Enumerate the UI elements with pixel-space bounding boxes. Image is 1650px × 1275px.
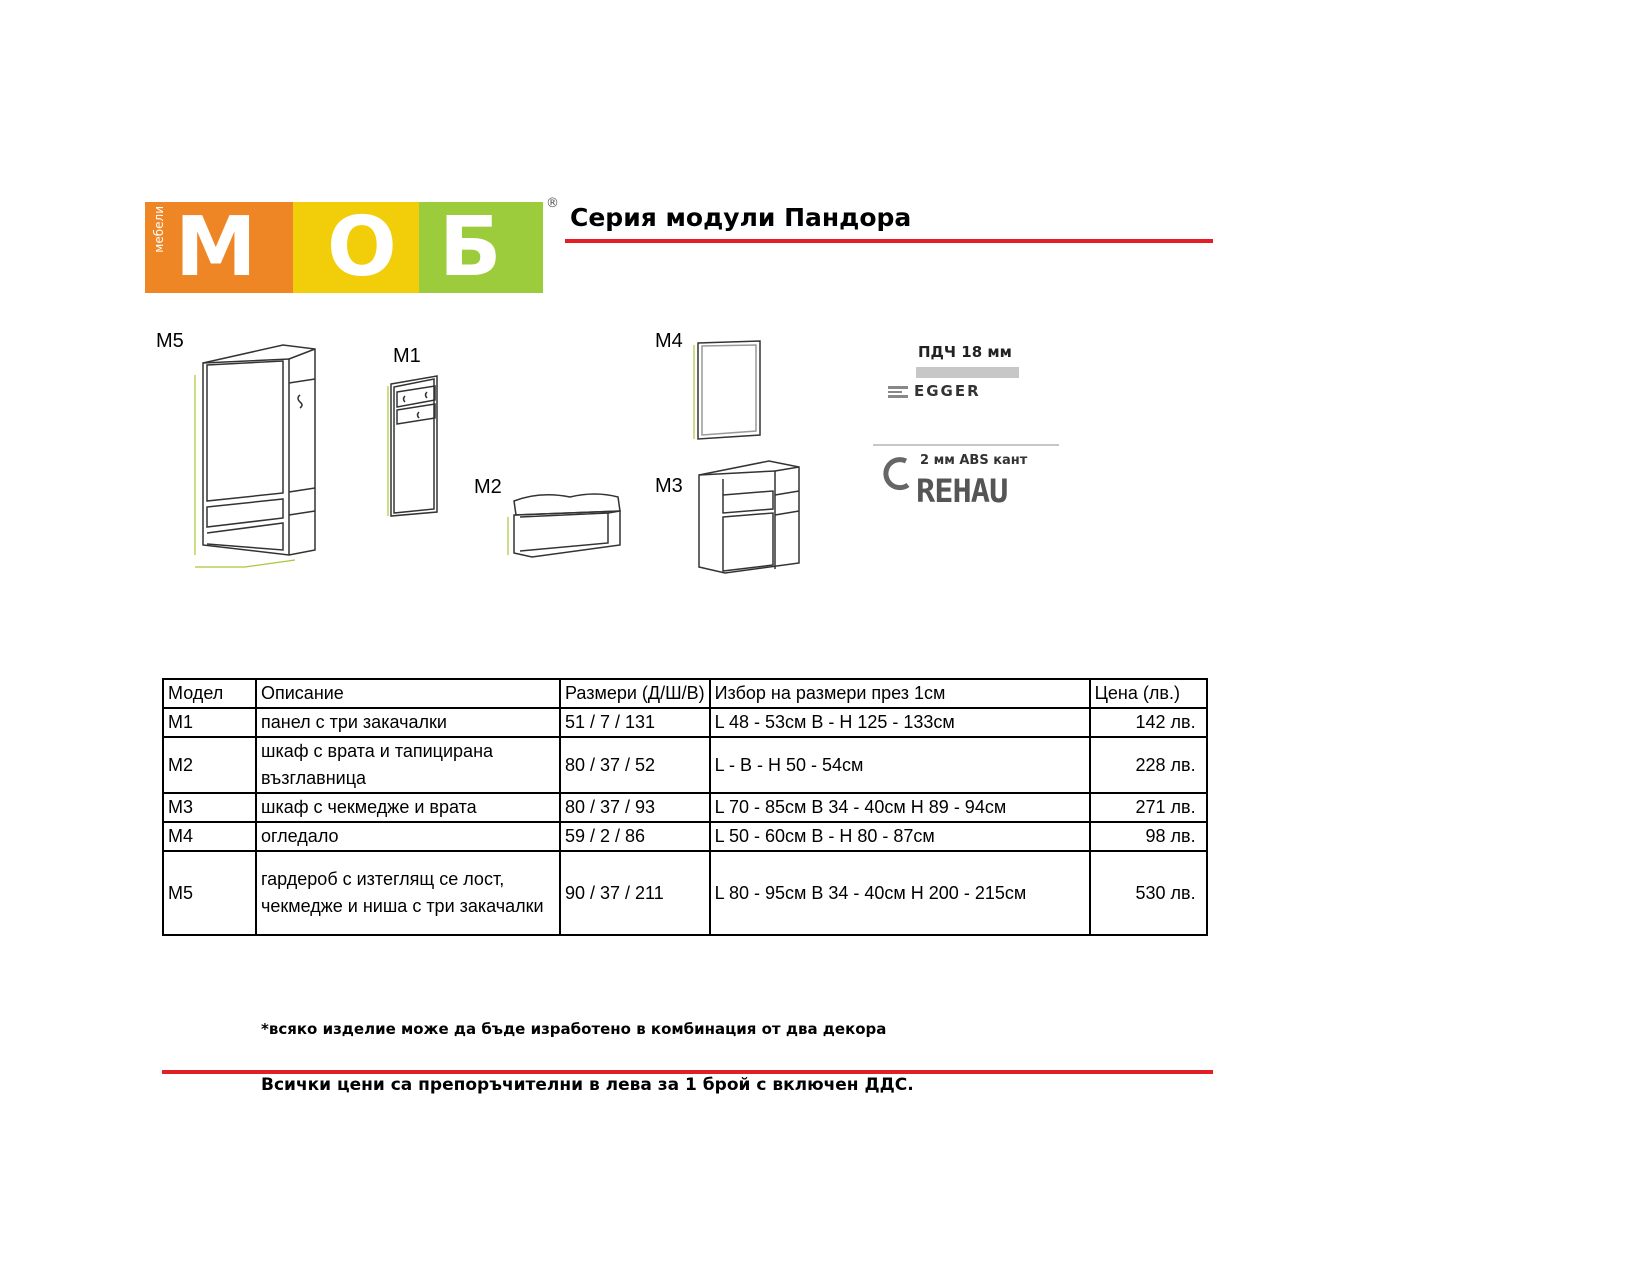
cell-size: 80 / 37 / 52: [560, 737, 710, 793]
cell-price: 271 лв.: [1090, 793, 1207, 822]
rehau-swirl-icon: [880, 455, 912, 491]
page-title: Серия модули Пандора: [570, 203, 912, 232]
label-m4: M4: [655, 330, 683, 352]
table-row: [163, 851, 1207, 935]
board-swatch: [916, 367, 1019, 378]
label-m5: M5: [156, 330, 184, 352]
egger-logo-icon: [888, 386, 908, 398]
table-row: [163, 708, 1207, 737]
table-row: [163, 822, 1207, 851]
table-row: [163, 793, 1207, 822]
registered-mark: ®: [546, 196, 559, 211]
label-m1: M1: [393, 345, 421, 367]
label-m3: M3: [655, 475, 683, 497]
cell-description: гардероб с изтеглящ се лост, чекмедже и ниша с три закачалки: [256, 851, 560, 935]
logo-green-block: [419, 202, 543, 293]
rehau-divider: [873, 444, 1059, 446]
m2-bench-drawing: [500, 485, 630, 565]
cell-size: 51 / 7 / 131: [560, 708, 710, 737]
cell-model: M2: [163, 737, 256, 793]
m4-mirror-drawing: [690, 335, 770, 445]
header-options: Избор на размери през 1см: [710, 679, 1090, 708]
logo-letter-o: О: [327, 200, 397, 295]
cell-price: 98 лв.: [1090, 822, 1207, 851]
header-model: Модел: [163, 679, 256, 708]
title-underline: [565, 239, 1213, 243]
cell-price: 228 лв.: [1090, 737, 1207, 793]
board-thickness-label: ПДЧ 18 мм: [918, 343, 1012, 361]
cell-options: L 48 - 53см B - H 125 - 133см: [710, 708, 1090, 737]
egger-brand: EGGER: [914, 382, 981, 400]
cell-model: M5: [163, 851, 256, 935]
cell-options: L 80 - 95см B 34 - 40см H 200 - 215см: [710, 851, 1090, 935]
cell-price: 142 лв.: [1090, 708, 1207, 737]
m1-panel-drawing: [385, 372, 445, 522]
cell-size: 59 / 2 / 86: [560, 822, 710, 851]
footer-divider: [162, 1070, 1213, 1074]
m5-wardrobe-drawing: [185, 335, 325, 595]
table-header-row: [163, 679, 1207, 708]
cell-description: шкаф с чекмедже и врата: [256, 793, 560, 822]
rehau-brand: REHAU: [916, 472, 1008, 510]
table-row: [163, 737, 1207, 793]
cell-size: 90 / 37 / 211: [560, 851, 710, 935]
cell-description: панел с три закачалки: [256, 708, 560, 737]
cell-model: M3: [163, 793, 256, 822]
price-table: [162, 678, 1208, 936]
decor-note: *всяко изделие може да бъде изработено в комбинация от два декора: [261, 1020, 887, 1038]
m3-cabinet-drawing: [695, 455, 805, 580]
cell-description: огледало: [256, 822, 560, 851]
cell-price: 530 лв.: [1090, 851, 1207, 935]
cell-size: 80 / 37 / 93: [560, 793, 710, 822]
edge-band-label: 2 мм ABS кант: [920, 453, 1028, 468]
logo-side-text: мебели: [152, 206, 166, 253]
cell-options: L 50 - 60см B - H 80 - 87см: [710, 822, 1090, 851]
cell-model: M4: [163, 822, 256, 851]
cell-description: шкаф с врата и тапицирана възглавница: [256, 737, 560, 793]
cell-options: L 70 - 85см B 34 - 40см H 89 - 94см: [710, 793, 1090, 822]
logo-letter-m: М: [175, 200, 257, 295]
header-description: Описание: [256, 679, 560, 708]
mob-logo: [145, 196, 559, 295]
logo-orange-block: [145, 202, 293, 293]
header-size: Размери (Д/Ш/В): [560, 679, 710, 708]
cell-model: M1: [163, 708, 256, 737]
price-note: Всички цени са препоръчителни в лева за 1 брой с включен ДДС.: [261, 1075, 914, 1095]
header-price: Цена (лв.): [1090, 679, 1207, 708]
cell-options: L - B - H 50 - 54см: [710, 737, 1090, 793]
label-m2: M2: [474, 476, 502, 498]
logo-yellow-block: [293, 202, 419, 293]
logo-letter-b: Б: [439, 200, 502, 295]
